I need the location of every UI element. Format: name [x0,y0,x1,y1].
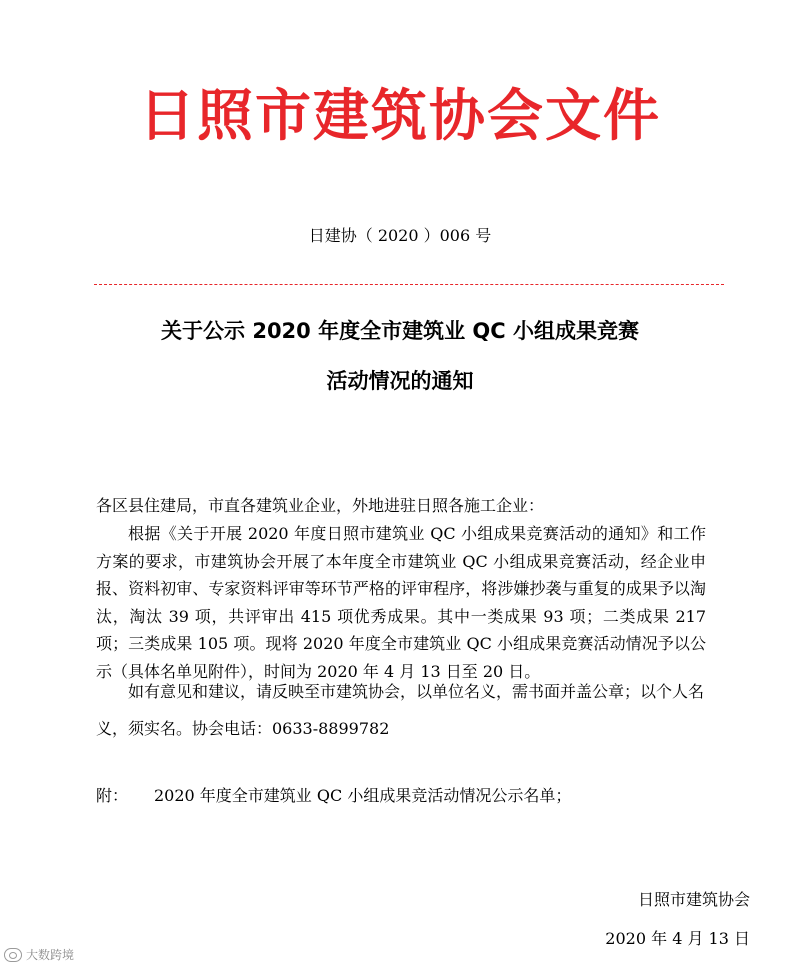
salutation: 各区县住建局，市直各建筑业企业，外地进驻日照各施工企业： [96,496,545,515]
attachment-label: 附： [96,786,129,805]
attachment-text: 2020 年度全市建筑业 QC 小组成果竞活动情况公示名单； [154,786,572,805]
masthead-title: 日照市建筑协会文件 [139,84,661,149]
notice-title-line-1: 关于公示 2020 年度全市建筑业 QC 小组成果竞赛 [161,319,639,343]
watermark [4,946,74,963]
watermark-text: 大数跨境 [26,948,75,962]
red-divider [94,284,724,285]
feedback-paragraph: 如有意见和建议，请反映至市建筑协会，以单位名义，需书面并盖公章；以个人名义，须实名。协会电话：0633-8899782 [96,682,705,738]
attachment-line [96,782,716,810]
notice-title-line-2: 活动情况的通知 [326,369,474,393]
signer-name: 日照市建筑协会 [637,890,750,909]
body-paragraph: 根据《关于开展 2020 年度日照市建筑业 QC 小组成果竞赛活动的通知》和工作方案的要求，市建筑协会开展了本年度全市建筑业 QC 小组成果竞赛活动，经企业申报、资料初审、专家资料评审等环节严格的评审程序，将涉嫌抄袭与重复的成果予以淘汰，淘汰 39 项，共评审出 415 项优秀成果。其中一类成果 93 项；二类成果 217 项；三类成果 105 项。现将 2020 年度全市建筑业 QC 小组成果竞赛活动情况予以公示（具体名单见附件），时间为 2020 年 4 月 13 日至 20 日。 [96,524,706,681]
document-number: 日建协（ 2020 ）006 号 [308,226,492,245]
issue-date: 2020 年 4 月 13 日 [605,929,750,948]
brand-logo-icon [4,948,22,962]
